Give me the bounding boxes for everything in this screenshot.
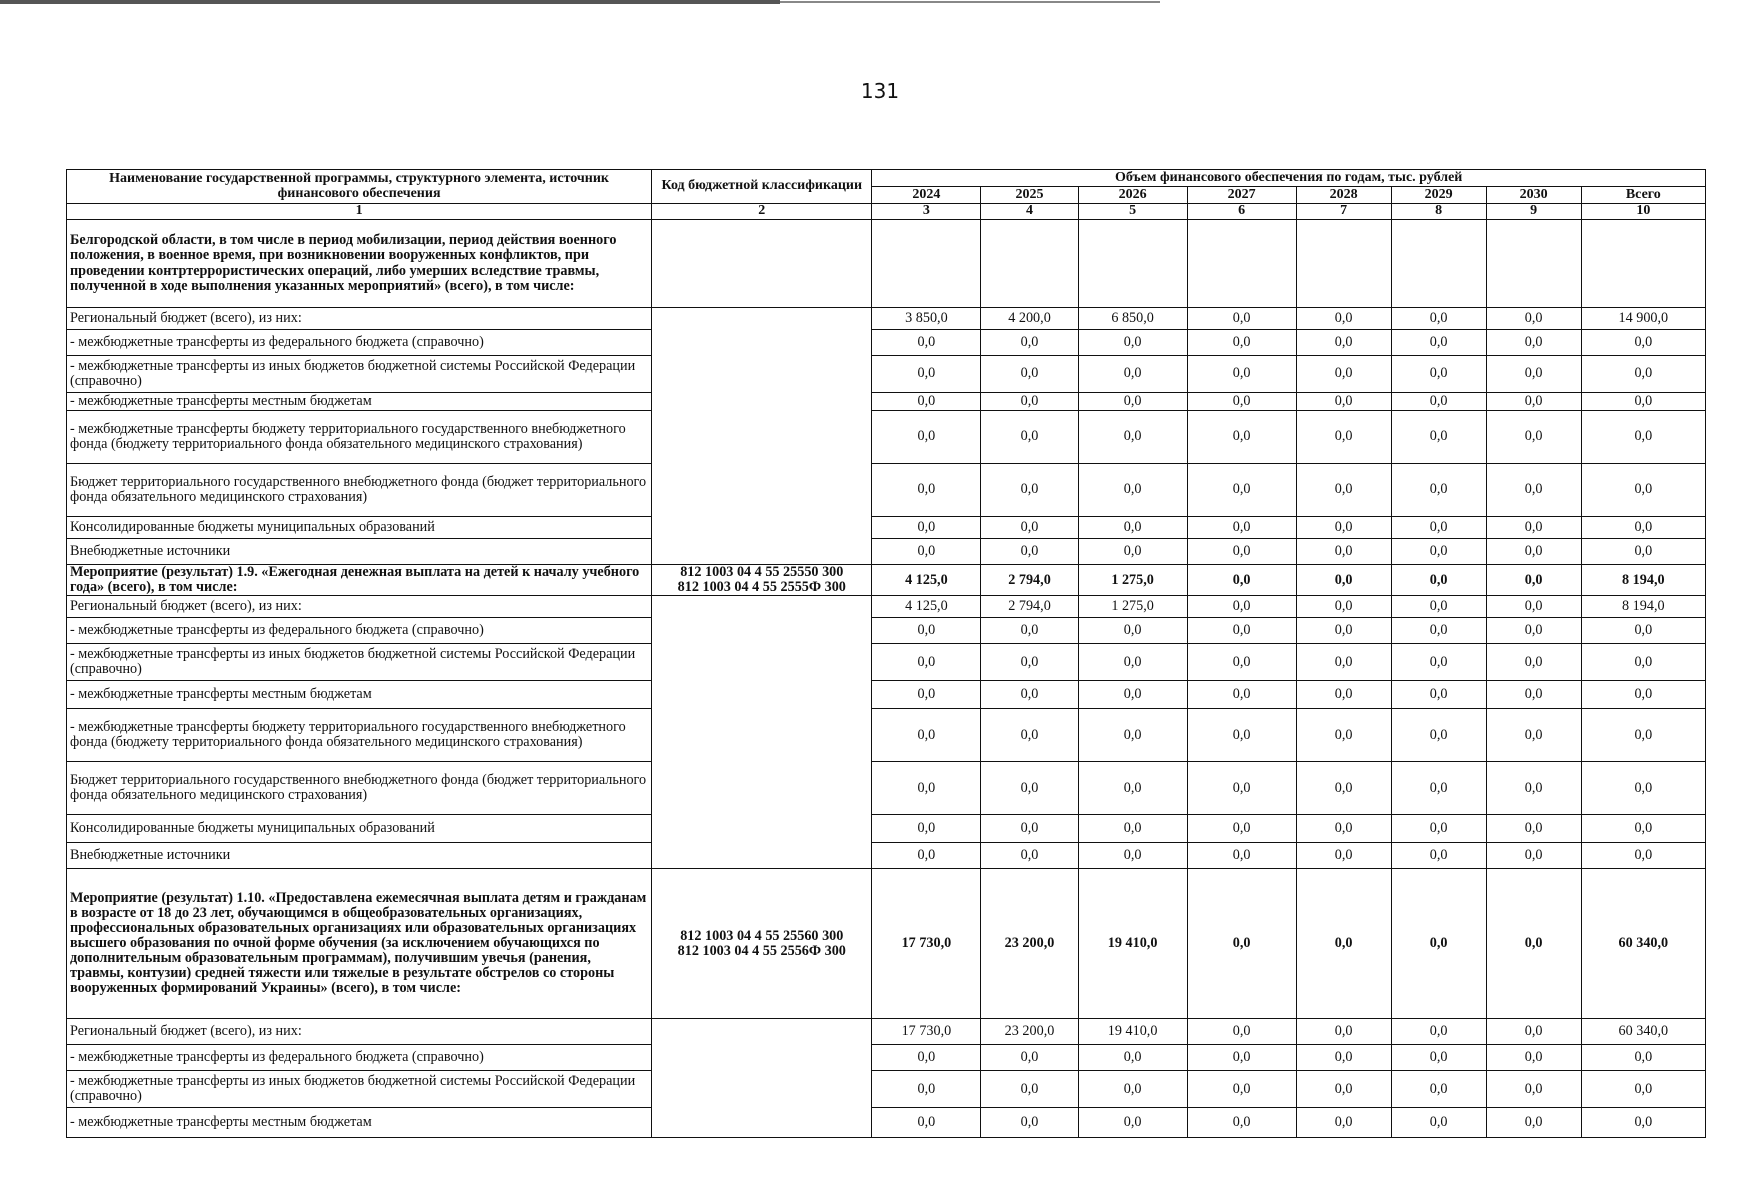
year-value: 0,0: [872, 393, 981, 411]
year-value: 0,0: [1486, 843, 1581, 869]
year-value: 0,0: [1296, 565, 1391, 596]
row-name: - межбюджетные трансферты из иных бюджетов бюджетной системы Российской Федерации (справочно): [67, 644, 652, 681]
row-name: Внебюджетные источники: [67, 539, 652, 565]
year-value: [1078, 220, 1187, 308]
year-value: 0,0: [872, 644, 981, 681]
year-value: 0,0: [1486, 709, 1581, 762]
row-name: Региональный бюджет (всего), из них:: [67, 1019, 652, 1045]
row-name: - межбюджетные трансферты из иных бюджетов бюджетной системы Российской Федерации (справочно): [67, 356, 652, 393]
year-value: 0,0: [1187, 815, 1296, 843]
year-value: 0,0: [1078, 1045, 1187, 1071]
year-value: 0,0: [981, 330, 1078, 356]
header-name: Наименование государственной программы, структурного элемента, источник финансового обеспечения: [67, 170, 652, 204]
year-value: 0,0: [1296, 330, 1391, 356]
table-row: [67, 1045, 1706, 1071]
year-value: 0,0: [1486, 393, 1581, 411]
year-value: 2 794,0: [981, 565, 1078, 596]
total-value: 0,0: [1581, 644, 1705, 681]
column-number: 4: [981, 204, 1078, 220]
year-value: 0,0: [872, 330, 981, 356]
year-value: 0,0: [1391, 1108, 1486, 1138]
year-value: 4 125,0: [872, 565, 981, 596]
year-value: 0,0: [1296, 1108, 1391, 1138]
year-value: 0,0: [981, 1071, 1078, 1108]
row-name: Мероприятие (результат) 1.9. «Ежегодная денежная выплата на детей к началу учебного года» (всего), в том числе:: [67, 565, 652, 596]
year-value: 0,0: [872, 618, 981, 644]
year-value: 23 200,0: [981, 869, 1078, 1019]
total-value: 0,0: [1581, 1108, 1705, 1138]
year-value: 0,0: [1296, 762, 1391, 815]
year-value: 4 125,0: [872, 596, 981, 618]
year-value: 0,0: [1187, 464, 1296, 517]
total-value: [1581, 220, 1705, 308]
year-value: 0,0: [1078, 843, 1187, 869]
year-value: [1296, 220, 1391, 308]
total-value: 60 340,0: [1581, 1019, 1705, 1045]
table-row: [67, 517, 1706, 539]
year-value: 0,0: [981, 517, 1078, 539]
total-value: 8 194,0: [1581, 565, 1705, 596]
year-value: [1187, 220, 1296, 308]
table-row: [67, 539, 1706, 565]
column-number: 8: [1391, 204, 1486, 220]
year-value: 0,0: [1187, 565, 1296, 596]
year-value: 0,0: [1187, 1019, 1296, 1045]
year-value: 0,0: [981, 815, 1078, 843]
row-name: Внебюджетные источники: [67, 843, 652, 869]
year-value: 0,0: [981, 644, 1078, 681]
year-value: 0,0: [1078, 1071, 1187, 1108]
column-number: 10: [1581, 204, 1705, 220]
year-value: 0,0: [981, 681, 1078, 709]
year-value: 0,0: [1187, 330, 1296, 356]
year-value: 0,0: [1391, 762, 1486, 815]
year-value: 0,0: [1187, 411, 1296, 464]
total-value: 0,0: [1581, 411, 1705, 464]
year-value: 0,0: [1078, 517, 1187, 539]
table-row: [67, 596, 1706, 618]
table-row: [67, 220, 1706, 308]
year-value: 0,0: [1296, 843, 1391, 869]
year-value: 0,0: [1187, 1108, 1296, 1138]
year-value: 0,0: [872, 411, 981, 464]
year-value: 19 410,0: [1078, 1019, 1187, 1045]
year-value: [981, 220, 1078, 308]
table-row: [67, 1108, 1706, 1138]
year-value: 0,0: [1296, 709, 1391, 762]
table-body: [67, 220, 1706, 1138]
table-row: [67, 869, 1706, 1019]
year-value: 0,0: [1078, 681, 1187, 709]
total-value: 0,0: [1581, 681, 1705, 709]
year-value: 0,0: [1391, 517, 1486, 539]
row-name: - межбюджетные трансферты из федерального бюджета (справочно): [67, 1045, 652, 1071]
year-value: 2 794,0: [981, 596, 1078, 618]
year-value: 0,0: [1391, 644, 1486, 681]
year-value: 0,0: [872, 709, 981, 762]
column-number: 6: [1187, 204, 1296, 220]
year-value: 0,0: [1187, 709, 1296, 762]
year-value: 0,0: [1391, 411, 1486, 464]
header-year: 2027: [1187, 187, 1296, 204]
year-value: 0,0: [1486, 411, 1581, 464]
year-value: 0,0: [1296, 517, 1391, 539]
year-value: 0,0: [1296, 618, 1391, 644]
year-value: 0,0: [1187, 308, 1296, 330]
year-value: 0,0: [981, 1045, 1078, 1071]
total-value: 0,0: [1581, 1045, 1705, 1071]
year-value: 0,0: [1296, 869, 1391, 1019]
year-value: 0,0: [1078, 464, 1187, 517]
year-value: 0,0: [1296, 644, 1391, 681]
header-year: 2026: [1078, 187, 1187, 204]
year-value: [1486, 220, 1581, 308]
year-value: 0,0: [1187, 762, 1296, 815]
year-value: 0,0: [872, 1108, 981, 1138]
total-value: 0,0: [1581, 815, 1705, 843]
year-value: 0,0: [1486, 356, 1581, 393]
year-value: 0,0: [1391, 618, 1486, 644]
year-value: 0,0: [1296, 411, 1391, 464]
year-value: 0,0: [1391, 393, 1486, 411]
year-value: 0,0: [1486, 618, 1581, 644]
year-value: 0,0: [1187, 596, 1296, 618]
year-value: 19 410,0: [1078, 869, 1187, 1019]
header-year: 2030: [1486, 187, 1581, 204]
year-value: 0,0: [981, 1108, 1078, 1138]
row-name: Бюджет территориального государственного внебюджетного фонда (бюджет территориального фонда обязательного медицинского страхования): [67, 762, 652, 815]
year-value: 0,0: [1078, 618, 1187, 644]
year-value: 0,0: [1391, 1019, 1486, 1045]
year-value: 0,0: [1296, 464, 1391, 517]
total-value: 0,0: [1581, 517, 1705, 539]
row-name: Региональный бюджет (всего), из них:: [67, 308, 652, 330]
year-value: 0,0: [872, 464, 981, 517]
year-value: 0,0: [981, 356, 1078, 393]
header-volume: Объем финансового обеспечения по годам, тыс. рублей: [872, 170, 1706, 187]
year-value: 0,0: [1078, 762, 1187, 815]
year-value: 0,0: [981, 762, 1078, 815]
row-name: - межбюджетные трансферты местным бюджетам: [67, 393, 652, 411]
year-value: 0,0: [872, 762, 981, 815]
row-name: - межбюджетные трансферты из федерального бюджета (справочно): [67, 330, 652, 356]
year-value: 0,0: [1486, 517, 1581, 539]
row-name: Консолидированные бюджеты муниципальных образований: [67, 815, 652, 843]
year-value: 0,0: [1078, 393, 1187, 411]
year-value: 0,0: [1187, 843, 1296, 869]
total-value: 8 194,0: [1581, 596, 1705, 618]
year-value: 0,0: [1391, 539, 1486, 565]
year-value: 0,0: [872, 1071, 981, 1108]
row-name: - межбюджетные трансферты из федерального бюджета (справочно): [67, 618, 652, 644]
budget-code-cell: [652, 565, 872, 596]
year-value: 0,0: [1187, 539, 1296, 565]
header-year: 2025: [981, 187, 1078, 204]
row-name: Консолидированные бюджеты муниципальных образований: [67, 517, 652, 539]
budget-code-cell: [652, 596, 872, 869]
total-value: 0,0: [1581, 539, 1705, 565]
total-value: 0,0: [1581, 464, 1705, 517]
year-value: 0,0: [1078, 644, 1187, 681]
year-value: 0,0: [872, 356, 981, 393]
year-value: 0,0: [1187, 393, 1296, 411]
table-row: [67, 709, 1706, 762]
year-value: 0,0: [1486, 869, 1581, 1019]
total-value: 0,0: [1581, 393, 1705, 411]
year-value: 0,0: [872, 681, 981, 709]
year-value: 1 275,0: [1078, 596, 1187, 618]
year-value: 6 850,0: [1078, 308, 1187, 330]
table-row: [67, 565, 1706, 596]
scan-top-edge-faint: [780, 1, 1160, 3]
page-number: 131: [860, 79, 900, 103]
total-value: 0,0: [1581, 762, 1705, 815]
year-value: 0,0: [1078, 411, 1187, 464]
year-value: 0,0: [1296, 393, 1391, 411]
total-value: 14 900,0: [1581, 308, 1705, 330]
year-value: 0,0: [1078, 709, 1187, 762]
column-number: 5: [1078, 204, 1187, 220]
year-value: 0,0: [1391, 308, 1486, 330]
year-value: 23 200,0: [981, 1019, 1078, 1045]
row-name: Региональный бюджет (всего), из них:: [67, 596, 652, 618]
year-value: 0,0: [1486, 1045, 1581, 1071]
financing-table: [66, 169, 1706, 1138]
total-value: 0,0: [1581, 1071, 1705, 1108]
table-row: [67, 843, 1706, 869]
column-number: 7: [1296, 204, 1391, 220]
year-value: 0,0: [1391, 869, 1486, 1019]
year-value: 0,0: [1296, 308, 1391, 330]
budget-code: 812 1003 04 4 55 2555Ф 300: [677, 579, 846, 596]
budget-code: 812 1003 04 4 55 2556Ф 300: [677, 942, 846, 959]
row-name: - межбюджетные трансферты бюджету территориального государственного внебюджетного фонда (бюджету территориального фонда обязательного медицинского страхования): [67, 411, 652, 464]
year-value: 0,0: [1391, 1071, 1486, 1108]
year-value: 0,0: [1391, 464, 1486, 517]
year-value: 0,0: [1391, 565, 1486, 596]
row-name: - межбюджетные трансферты местным бюджетам: [67, 1108, 652, 1138]
year-value: 0,0: [1391, 1045, 1486, 1071]
total-value: 0,0: [1581, 843, 1705, 869]
year-value: 0,0: [1486, 565, 1581, 596]
year-value: 3 850,0: [872, 308, 981, 330]
year-value: 0,0: [1078, 539, 1187, 565]
column-number: 1: [67, 204, 652, 220]
year-value: 0,0: [1391, 330, 1486, 356]
total-value: 0,0: [1581, 709, 1705, 762]
table-row: [67, 464, 1706, 517]
year-value: 0,0: [1391, 709, 1486, 762]
year-value: 0,0: [1391, 356, 1486, 393]
year-value: [872, 220, 981, 308]
year-value: 0,0: [981, 411, 1078, 464]
year-value: 0,0: [1078, 1108, 1187, 1138]
year-value: 0,0: [1296, 815, 1391, 843]
header-total: Всего: [1581, 187, 1705, 204]
year-value: 0,0: [1486, 815, 1581, 843]
year-value: 0,0: [1391, 815, 1486, 843]
year-value: 0,0: [1486, 308, 1581, 330]
budget-code-cell: [652, 869, 872, 1019]
table-row: [67, 393, 1706, 411]
year-value: 0,0: [1391, 681, 1486, 709]
budget-code-cell: [652, 1019, 872, 1138]
year-value: 17 730,0: [872, 869, 981, 1019]
year-value: 0,0: [1296, 681, 1391, 709]
year-value: 0,0: [1391, 596, 1486, 618]
year-value: 0,0: [1078, 815, 1187, 843]
table-row: [67, 1019, 1706, 1045]
year-value: 0,0: [1486, 1019, 1581, 1045]
year-value: 0,0: [1296, 1071, 1391, 1108]
year-value: 0,0: [1078, 330, 1187, 356]
header-year: 2029: [1391, 187, 1486, 204]
row-name: - межбюджетные трансферты местным бюджетам: [67, 681, 652, 709]
budget-code: 812 1003 04 4 55 25550 300: [680, 564, 844, 580]
year-value: 0,0: [981, 618, 1078, 644]
column-number: 2: [652, 204, 872, 220]
table-row: [67, 681, 1706, 709]
header-year: 2028: [1296, 187, 1391, 204]
table-row: [67, 1071, 1706, 1108]
table-row: [67, 330, 1706, 356]
year-value: 0,0: [981, 539, 1078, 565]
row-name: Мероприятие (результат) 1.10. «Предоставлена ежемесячная выплата детям и гражданам в возрасте от 18 до 23 лет, обучающимся в общеобразовательных организациях, профессиональных образовательных организациях или образовательных организациях высшего образования по очной форме обучения (за исключением обучающихся по дополнительным образовательным программам), получившим увечья (ранения, травмы, контузии) средней тяжести или тяжелые в результате обстрелов со стороны вооруженных формирований Украины» (всего), в том числе:: [67, 869, 652, 1019]
row-name: - межбюджетные трансферты из иных бюджетов бюджетной системы Российской Федерации (справочно): [67, 1071, 652, 1108]
year-value: 0,0: [981, 843, 1078, 869]
year-value: 0,0: [1187, 869, 1296, 1019]
year-value: 0,0: [1486, 1108, 1581, 1138]
column-number: 9: [1486, 204, 1581, 220]
year-value: 0,0: [872, 815, 981, 843]
table-row: [67, 356, 1706, 393]
year-value: 0,0: [981, 464, 1078, 517]
year-value: 0,0: [872, 843, 981, 869]
row-name: Белгородской области, в том числе в период мобилизации, период действия военного положения, в военное время, при возникновении вооруженных конфликтов, при проведении контртеррористических операций, либо умерших вследствие травмы, полученной в ходе выполнения указанных мероприятий» (всего), в том числе:: [67, 220, 652, 308]
year-value: 0,0: [981, 393, 1078, 411]
year-value: 0,0: [1296, 1045, 1391, 1071]
budget-code-cell: [652, 220, 872, 308]
year-value: 0,0: [1296, 539, 1391, 565]
year-value: 0,0: [1296, 356, 1391, 393]
year-value: 0,0: [1187, 356, 1296, 393]
year-value: 1 275,0: [1078, 565, 1187, 596]
budget-code: 812 1003 04 4 55 25560 300: [680, 927, 844, 944]
column-number: 3: [872, 204, 981, 220]
total-value: 0,0: [1581, 618, 1705, 644]
year-value: 0,0: [1486, 464, 1581, 517]
year-value: 0,0: [1187, 681, 1296, 709]
row-name: Бюджет территориального государственного внебюджетного фонда (бюджет территориального фонда обязательного медицинского страхования): [67, 464, 652, 517]
table-row: [67, 618, 1706, 644]
scan-top-edge: [0, 0, 780, 4]
year-value: 0,0: [1296, 1019, 1391, 1045]
table-row: [67, 308, 1706, 330]
total-value: 0,0: [1581, 356, 1705, 393]
year-value: 0,0: [1486, 539, 1581, 565]
year-value: 0,0: [1187, 1071, 1296, 1108]
table-row: [67, 644, 1706, 681]
total-value: 0,0: [1581, 330, 1705, 356]
year-value: 0,0: [1391, 843, 1486, 869]
year-value: 0,0: [872, 517, 981, 539]
year-value: 0,0: [1296, 596, 1391, 618]
year-value: 0,0: [1486, 681, 1581, 709]
year-value: 0,0: [1486, 644, 1581, 681]
header-code: Код бюджетной классификации: [652, 170, 872, 204]
row-name: - межбюджетные трансферты бюджету территориального государственного внебюджетного фонда (бюджету территориального фонда обязательного медицинского страхования): [67, 709, 652, 762]
year-value: 0,0: [872, 1045, 981, 1071]
header-year: 2024: [872, 187, 981, 204]
year-value: 0,0: [1187, 517, 1296, 539]
year-value: 0,0: [1078, 356, 1187, 393]
year-value: 4 200,0: [981, 308, 1078, 330]
table-row: [67, 411, 1706, 464]
year-value: 0,0: [1486, 330, 1581, 356]
year-value: 0,0: [1486, 762, 1581, 815]
budget-code-cell: [652, 308, 872, 565]
year-value: 0,0: [872, 539, 981, 565]
year-value: 0,0: [1187, 618, 1296, 644]
year-value: 0,0: [1187, 1045, 1296, 1071]
table-row: [67, 815, 1706, 843]
year-value: 0,0: [1187, 644, 1296, 681]
table-row: [67, 762, 1706, 815]
year-value: 17 730,0: [872, 1019, 981, 1045]
year-value: 0,0: [1486, 596, 1581, 618]
total-value: 60 340,0: [1581, 869, 1705, 1019]
year-value: 0,0: [1486, 1071, 1581, 1108]
year-value: [1391, 220, 1486, 308]
year-value: 0,0: [981, 709, 1078, 762]
